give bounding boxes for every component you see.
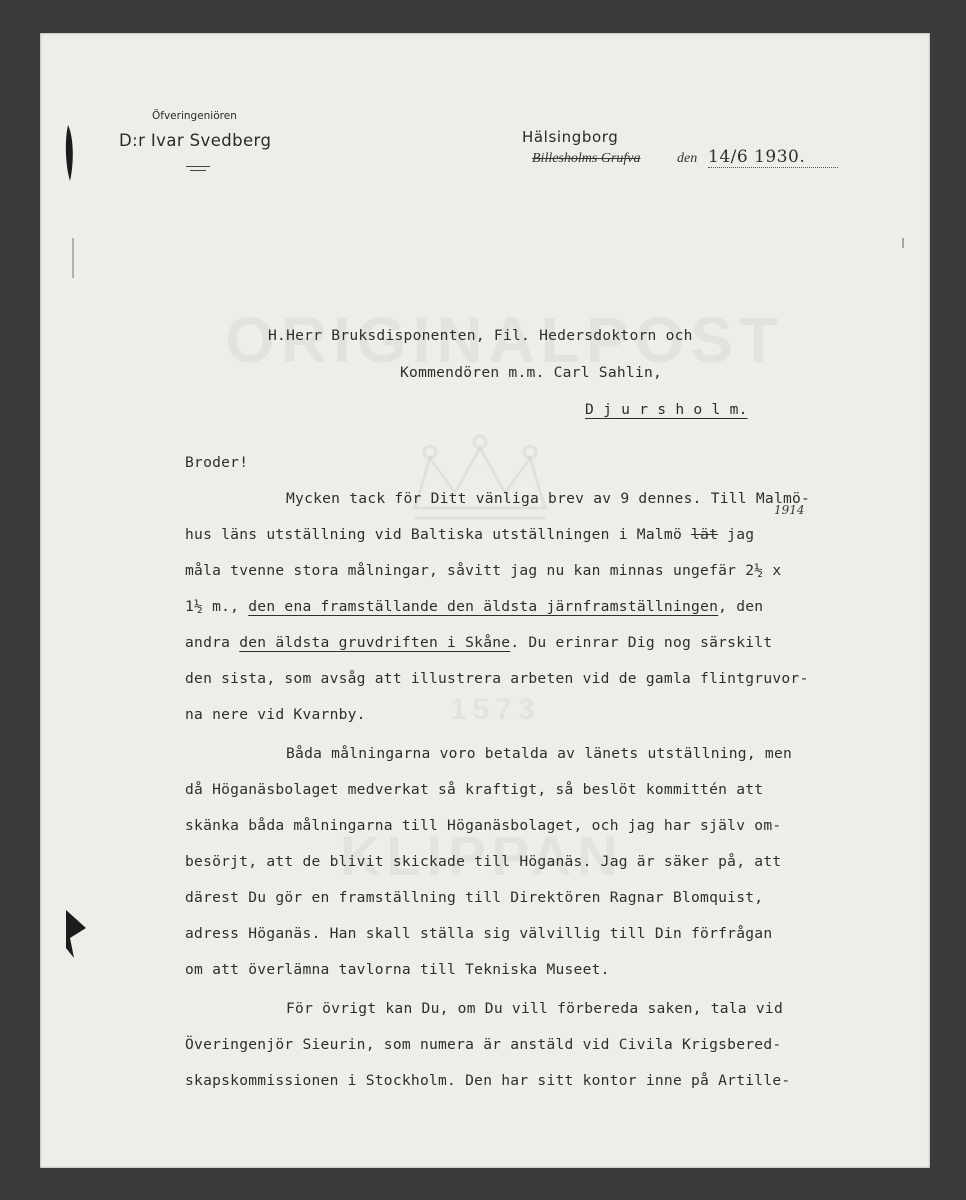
p1-line-2-b: jag <box>718 526 755 543</box>
p2-line-7: om att överlämna tavlorna till Tekniska Museet. <box>185 961 610 978</box>
p1-line-4-b: , den <box>718 598 764 615</box>
p1-line-5-b: . Du erinrar Dig nog särskilt <box>510 634 773 651</box>
letterhead-title: Öfveringeniören <box>152 110 237 122</box>
letter-date-text: 14/6 1930. <box>708 147 806 167</box>
margin-tick-left <box>72 238 74 278</box>
p3-line-1: För övrigt kan Du, om Du vill förbereda saken, tala vid <box>286 1000 783 1017</box>
letterhead-den: den <box>677 151 698 166</box>
watermark-year <box>450 693 541 727</box>
p1-line-3: måla tvenne stora målningar, såvitt jag nu kan minnas ungefär 2½ x <box>185 562 782 579</box>
letterhead-divider-2 <box>190 170 206 171</box>
letterhead-divider <box>186 166 210 167</box>
handwritten-year: 1914 <box>774 503 805 517</box>
p1-line-5-underlined: den äldsta gruvdriften i Skåne <box>239 634 511 651</box>
p2-line-6: adress Höganäs. Han skall ställa sig välvillig till Din förfrågan <box>185 925 773 942</box>
p1-line-2 <box>185 517 754 553</box>
p2-line-3: skänka båda målningarna till Höganäsbolaget, och jag har själv om- <box>185 817 782 834</box>
p1-line-2-a: hus läns utställning vid Baltiska utställningen i Malmö <box>185 526 692 543</box>
letterhead-place: Hälsingborg <box>522 128 619 146</box>
letterhead-name: D:r Ivar Svedberg <box>119 131 272 150</box>
address-line-1: H.Herr Bruksdisponenten, Fil. Hedersdoktorn och <box>268 327 693 344</box>
p1-line-6: den sista, som avsåg att illustrera arbeten vid de gamla flintgruvor- <box>185 670 809 687</box>
letter-page <box>40 33 930 1168</box>
address-line-2: Kommendören m.m. Carl Sahlin, <box>400 364 663 381</box>
p1-line-4 <box>185 589 763 625</box>
p2-line-5: därest Du gör en framställning till Direktören Ragnar Blomquist, <box>185 889 764 906</box>
address-line-3: D j u r s h o l m. <box>585 401 748 418</box>
p1-line-5 <box>185 625 772 661</box>
p2-line-2: då Höganäsbolaget medverkat så kraftigt, så beslöt kommittén att <box>185 781 764 798</box>
p3-line-2: Överingenjör Sieurin, som numera är anstäld vid Civila Krigsbered- <box>185 1036 782 1053</box>
letter-date <box>708 147 838 168</box>
p1-line-7: na nere vid Kvarnby. <box>185 706 366 723</box>
margin-tick-right <box>902 238 904 248</box>
p1-line-4-underlined: den ena framställande den äldsta järnframställningen <box>248 598 719 615</box>
p1-line-4-a: 1½ m., <box>185 598 249 615</box>
binder-mark-bottom <box>60 908 90 968</box>
letterhead-printed-place: Billesholms Grufva <box>532 151 641 166</box>
binder-mark-top <box>60 123 80 183</box>
p1-line-5-a: andra <box>185 634 240 651</box>
p1-line-1: Mycken tack för Ditt vänliga brev av 9 dennes. Till Malmö- <box>286 490 811 507</box>
salutation: Broder! <box>185 454 249 471</box>
p2-line-4: besörjt, att de blivit skickade till Höganäs. Jag är säker på, att <box>185 853 782 870</box>
p3-line-3: skapskommissionen i Stockholm. Den har sitt kontor inne på Artille- <box>185 1072 791 1089</box>
p2-line-1: Båda målningarna voro betalda av länets utställning, men <box>286 745 793 762</box>
p1-line-2-struck: lät <box>691 526 719 543</box>
